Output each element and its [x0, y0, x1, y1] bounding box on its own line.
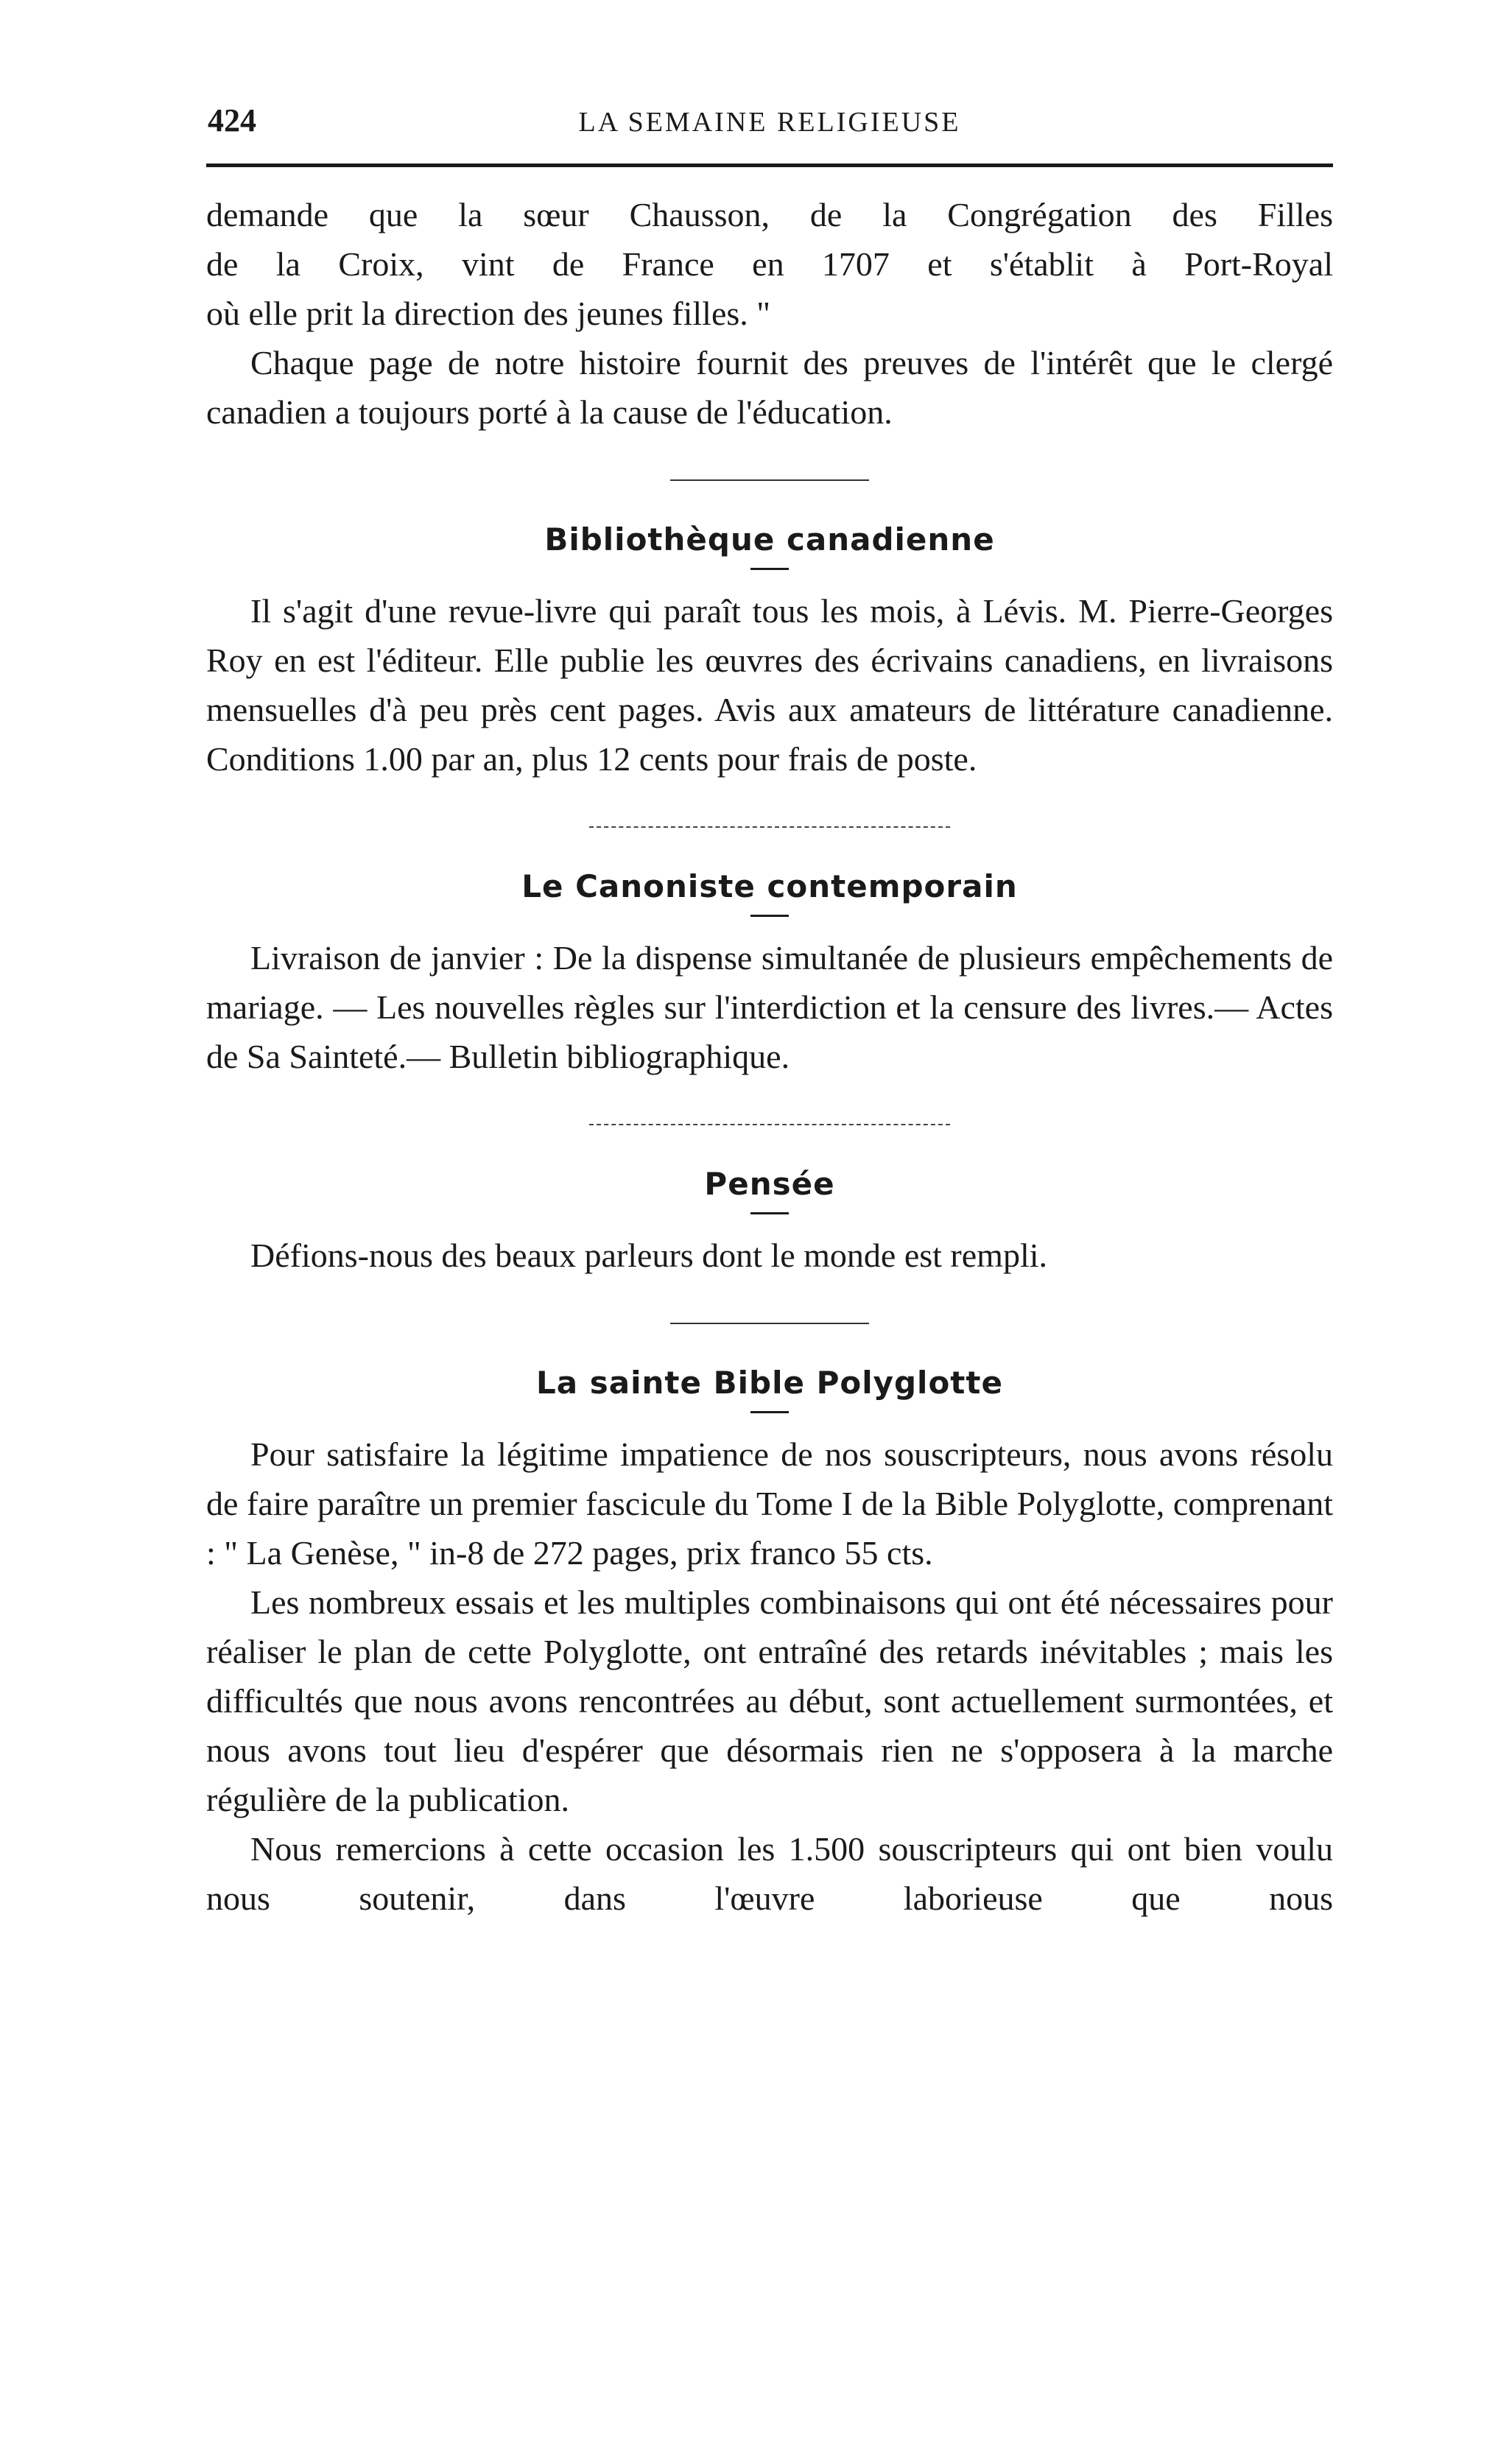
page [206, 0, 1333, 2448]
section-title-canoniste: Le Canoniste contemporain [521, 868, 1018, 904]
section-paragraph: Défions-nous des beaux parleurs dont le monde est rempli. [250, 1237, 1048, 1274]
section-paragraph: Nous remercions à cette occasion les 1.500 souscripteurs qui ont bien voulu nous soutenir, dans l'œuvre laborieuse que nous [206, 1830, 1333, 1917]
title-dash [750, 915, 789, 917]
section-separator [589, 826, 950, 828]
section-title-pensee: Pensée [704, 1166, 835, 1202]
section-separator [670, 1323, 869, 1324]
intro-line-2: de la Croix, vint de France en 1707 et s'établit à Port-Royal [206, 245, 1333, 283]
intro-line-1: demande que la sœur Chausson, de la Congrégation des Filles [206, 196, 1333, 233]
section-title-bibliotheque: Bibliothèque canadienne [544, 521, 995, 558]
title-dash [750, 568, 789, 570]
section-paragraph: Les nombreux essais et les multiples combinaisons qui ont été nécessaires pour réaliser le plan de cette Polyglotte, ont entraîné des retards inévitables ; mais les difficultés que nous avons rencontrées au début, sont actuellement surmontées, et nous avons tout lieu d'espérer que désormais rien ne s'opposera à la marche régulière de la publication. [206, 1583, 1333, 1818]
title-dash [750, 1212, 789, 1214]
page-body [206, 190, 1333, 1923]
running-head [206, 102, 1333, 146]
intro-line-3: où elle prit la direction des jeunes filles. " [206, 295, 771, 332]
title-dash [750, 1411, 789, 1413]
page-number: 424 [208, 102, 256, 138]
running-title: LA SEMAINE RELIGIEUSE [578, 107, 961, 138]
section-separator [670, 479, 869, 481]
section-separator [589, 1124, 950, 1125]
section-paragraph: Livraison de janvier : De la dispense simultanée de plusieurs empêchements de mariage. — Les nouvelles règles sur l'interdiction et la censure des livres.— Actes de Sa Sainteté.— Bulletin bibliographique. [206, 939, 1333, 1075]
section-title-bible: La sainte Bible Polyglotte [536, 1365, 1003, 1401]
section-paragraph: Il s'agit d'une revue-livre qui paraît tous les mois, à Lévis. M. Pierre-Georges Roy en est l'éditeur. Elle publie les œuvres des écrivains canadiens, en livraisons mensuelles d'à peu près cent pages. Avis aux amateurs de littérature canadienne. Conditions 1.00 par an, plus 12 cents pour frais de poste. [206, 592, 1333, 778]
header-rule [206, 163, 1333, 167]
section-paragraph: Pour satisfaire la légitime impatience de nos souscripteurs, nous avons résolu de faire paraître un premier fascicule du Tome I de la Bible Polyglotte, comprenant : " La Genèse, " in-8 de 272 pages, prix franco 55 cts. [206, 1435, 1333, 1572]
intro-paragraph: Chaque page de notre histoire fournit des preuves de l'intérêt que le clergé canadien a toujours porté à la cause de l'éducation. [206, 344, 1333, 431]
